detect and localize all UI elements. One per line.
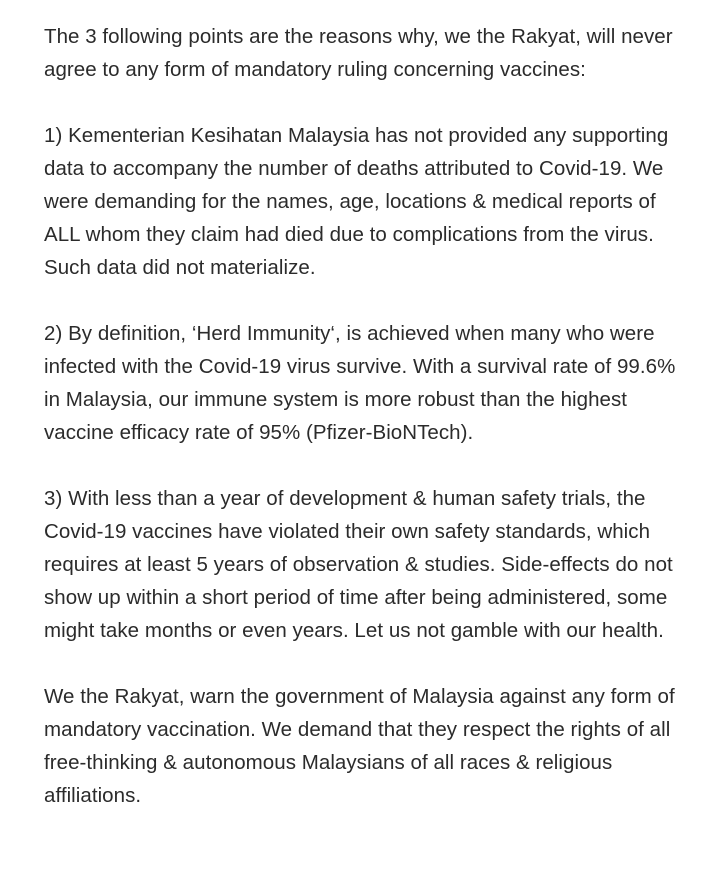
- point-1-paragraph: 1) Kementerian Kesihatan Malaysia has not provided any supporting data to accompany the number of deaths attributed to Covid-19. We were demanding for the names, age, locations & medical reports of ALL whom they claim had died due to complications from the virus. Such data did not materialize.: [44, 124, 669, 279]
- point-2-paragraph: 2) By definition, ‘Herd Immunity‘, is achieved when many who were infected with the Covid-19 virus survive. With a survival rate of 99.6% in Malaysia, our immune system is more robust than the highest vaccine efficacy rate of 95% (Pfizer-BioNTech).: [44, 322, 676, 444]
- closing-paragraph: We the Rakyat, warn the government of Malaysia against any form of mandatory vaccination. We demand that they respect the rights of all free-thinking & autonomous Malaysians of all races & religious affiliations.: [44, 685, 675, 807]
- intro-paragraph: The 3 following points are the reasons why, we the Rakyat, will never agree to any form of mandatory ruling concerning vaccines:: [44, 25, 673, 81]
- point-3-paragraph: 3) With less than a year of development & human safety trials, the Covid-19 vaccines have violated their own safety standards, which requires at least 5 years of observation & studies. Side-effects do not show up within a short period of time after being administered, some might take months or even years. Let us not gamble with our health.: [44, 487, 673, 642]
- article-body: [44, 20, 694, 812]
